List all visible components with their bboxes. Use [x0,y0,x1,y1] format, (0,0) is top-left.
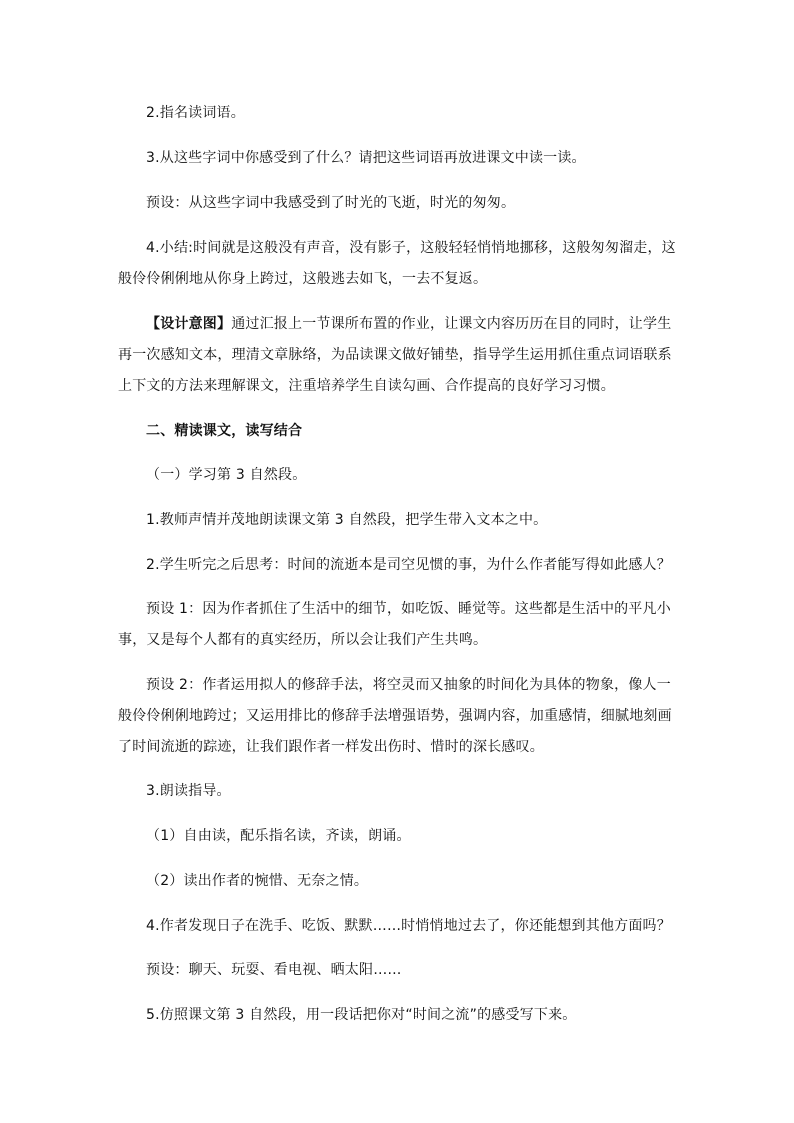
paragraph-preset-answer: 预设：从这些字词中我感受到了时光的飞逝，时光的匆匆。 [146,195,516,211]
paragraph-author-discovery: 4.作者发现日子在洗手、吃饭、默默……时悄悄地过去了，你还能想到其他方面吗？ [146,918,671,934]
paragraph-free-reading: （1）自由读，配乐指名读，齐读，朗诵。 [146,828,411,844]
paragraph-imitation-writing: 5.仿照课文第 3 自然段，用一段话把你对“时间之流”的感受写下来。 [146,1007,577,1023]
paragraph-preset-2: 预设 2：作者运用拟人的修辞手法，将空灵而又抽象的时间化为具体的物象，像人一般伶伶俐俐地跨过；又运用排比的修辞手法增强语势，强调内容，加重感情，细腻地刻画了时间流逝的踪迹，让我们跟作者一样发出伤时、惜时的深长感叹。 [118,677,672,755]
paragraph-study-section-3: （一）学习第 3 自然段。 [146,467,307,483]
paragraph-preset-1: 预设 1：因为作者抓住了生活中的细节，如吃饭、睡觉等。这些都是生活中的平凡小事，又是每个人都有的真实经历，所以会让我们产生共鸣。 [118,601,671,648]
paragraph-read-words: 2.指名读词语。 [146,105,245,121]
paragraph-student-think: 2.学生听完之后思考：时间的流逝本是司空见惯的事，为什么作者能写得如此感人？ [146,557,671,573]
paragraph-summary: 4.小结:时间就是这般没有声音，没有影子，这般轻轻悄悄地挪移，这般匆匆溜走，这般伶伶俐俐地从你身上跨过，这般逃去如飞，一去不复返。 [118,240,676,287]
paragraph-question-feel: 3.从这些字词中你感受到了什么？请把这些词语再放进课文中读一读。 [146,150,586,166]
paragraph-design-intent [118,309,678,402]
paragraph-reading-guide: 3.朗读指导。 [146,783,231,799]
paragraph-preset-activities: 预设：聊天、玩耍、看电视、晒太阳…… [146,962,402,978]
design-intent-text: 通过汇报上一节课所布置的作业，让课文内容历历在目的同时，让学生再一次感知文本，理清文章脉络，为品读课文做好铺垫，指导学生运用抓住重点词语联系上下文的方法来理解课文，注重培养学生自读勾画、合作提高的良好学习习惯。 [118,316,672,394]
section-heading-close-reading: 二、精读课文，读写结合 [146,423,303,439]
paragraph-teacher-read: 1.教师声情并茂地朗读课文第 3 自然段，把学生带入文本之中。 [146,512,548,528]
design-intent-label: 【设计意图】 [146,316,232,332]
paragraph-read-emotion: （2）读出作者的惋惜、无奈之情。 [146,873,369,889]
